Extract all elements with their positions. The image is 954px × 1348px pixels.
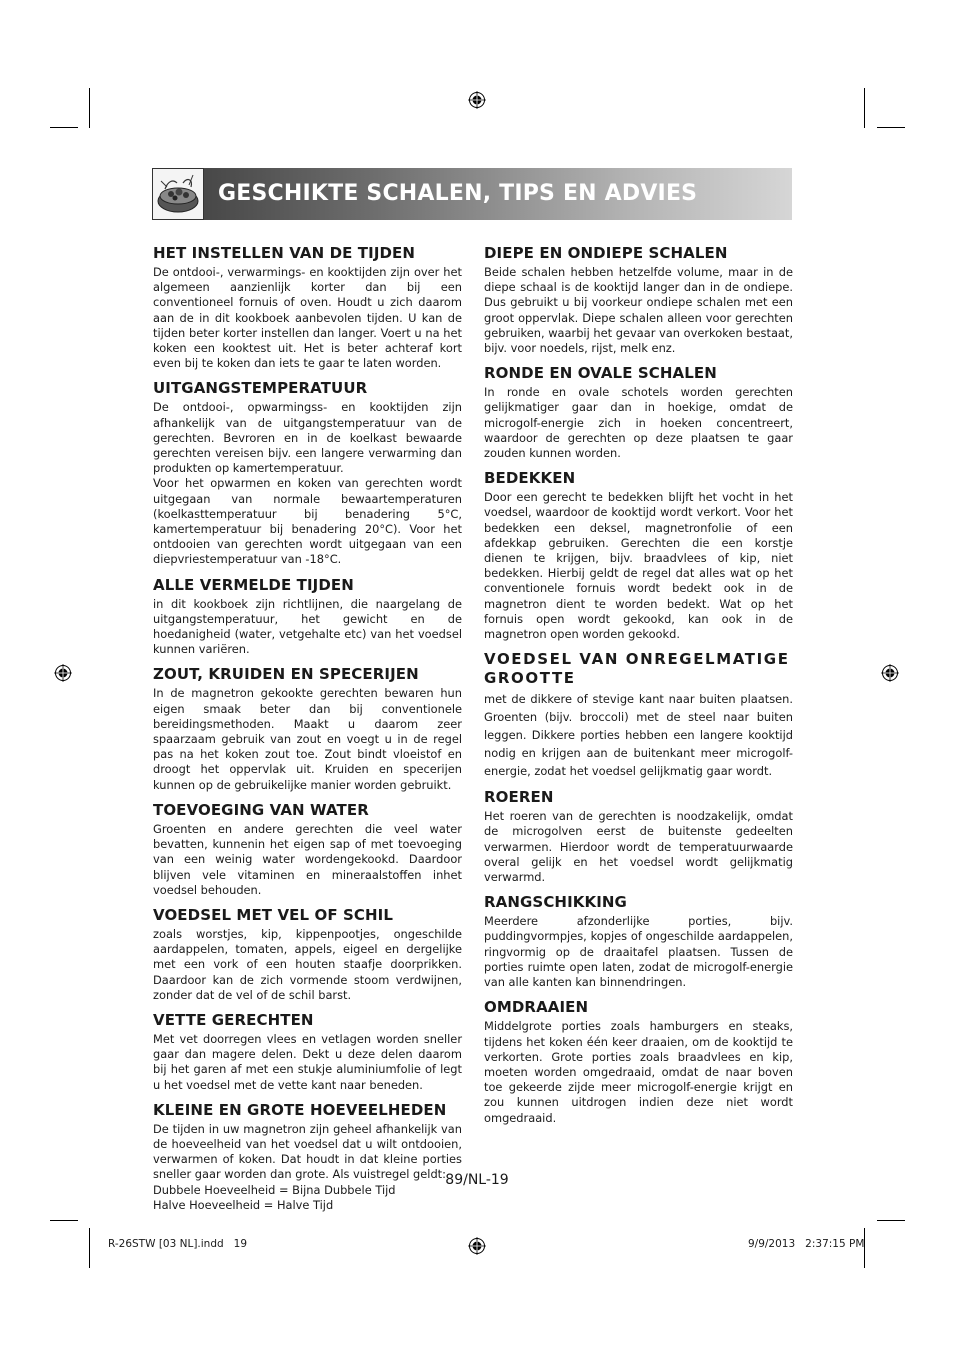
- section: [153, 576, 462, 658]
- section: [484, 469, 793, 642]
- section: [153, 1101, 462, 1213]
- section-heading: OMDRAAIEN: [484, 998, 589, 1017]
- registration-mark-icon: [468, 1237, 486, 1255]
- footer-file-info: R-26STW [03 NL].indd 19: [108, 1238, 248, 1250]
- section-heading: ZOUT, KRUIDEN EN SPECERIJEN: [153, 665, 419, 684]
- rule-line: Halve Hoeveelheid = Halve Tijd: [153, 1197, 334, 1212]
- crop-mark: [877, 1220, 905, 1221]
- registration-mark-icon: [468, 91, 486, 109]
- page-number: 89/NL-19: [445, 1172, 509, 1188]
- crop-mark: [50, 1220, 78, 1221]
- food-bowl-icon: [152, 168, 204, 220]
- left-column: [153, 244, 462, 1221]
- section-body: De tijden in uw magnetron zijn geheel afhankelijk van de hoeveelheid van het voedsel dat u wilt ontdooien, verwarmen of koken. Dat houdt in dat kleine porties sneller gaar worden dan grote. Als vuistregel geldt:: [153, 1121, 462, 1182]
- section-body: De ontdooi-, opwarmingss- en kooktijden zijn afhankelijk van de uitgangstemperatuur van de gerechten. Bevroren en in de koelkast bewaarde gerechten vereisen bijv. een langere verwarming dan produkten op kamertemperatuur.: [153, 400, 462, 476]
- registration-mark-icon: [54, 664, 72, 682]
- section-heading: VOEDSEL MET VEL OF SCHIL: [153, 905, 394, 924]
- section: [153, 906, 462, 1003]
- section-heading: KLEINE EN GROTE HOEVEELHEDEN: [153, 1100, 447, 1119]
- section-body: De ontdooi-, verwarmings- en kooktijden zijn over het algemeen aanzienlijk korter dan bij een conventioneel fornuis of oven. Houdt u zich daarom aan de in dit kookboek aanbevolen tijden. U kan de tijden beter korter instellen dan langer. Voert u na het koken een kooktest uit. Het is beter achteraf kort even bij te koken dan iets te gaar te laten worden.: [153, 265, 462, 371]
- section-heading: RONDE EN OVALE SCHALEN: [484, 364, 717, 383]
- section: [484, 244, 793, 356]
- section: [484, 893, 793, 990]
- registration-mark-icon: [881, 664, 899, 682]
- crop-mark: [89, 1228, 90, 1268]
- section-heading: DIEPE EN ONDIEPE SCHALEN: [484, 244, 728, 262]
- section-body: Door een gerecht te bedekken blijft het vocht in het voedsel, waardoor de kooktijd wordt verkort. Voor het bedekken een deksel, magnetronfolie of een afdekkap gebruiken. Gerechten die een korstje dienen te krijgen, bijv. braadvlees of kip, niet bedekken. Hierbij geldt de regel dat alles wat op het conventionele fornuis wordt bedekt ook in de magnetron dient te worden bedekt. Wat op het fornuis open wordt gekookd, kan ook in de magnetron open worden gekookd.: [484, 490, 793, 642]
- section-heading: ALLE VERMELDE TIJDEN: [153, 575, 354, 594]
- footer-timestamp: 9/9/2013 2:37:15 PM: [748, 1238, 865, 1250]
- section-body: Beide schalen hebben hetzelfde volume, maar in de diepe schaal is de kooktijd langer dan in de ondiepe. Dus gebruikt u bij voorkeur ondiepe schalen met een groot oppervlak. Diepe schalen alleen voor gerechten gebruiken, waarbij het gevaar van overkoken bestaat, bijv. voor noedels, rijst, melk enz.: [484, 265, 793, 356]
- section-body: Meerdere afzonderlijke porties, bijv. puddingvormpjes, kopjes of ongeschilde aardappelen, ringvormig op de draaitafel plaatsen. Tussen de porties ruimte open laten, zodat de microgolf-energie van alle kanten kan binnendringen.: [484, 914, 793, 990]
- section-body: Met vet doorregen vlees en vetlagen worden sneller gaar dan magere delen. Dekt u deze delen daarom bij het garen af met een stukje aluminiumfolie of legt u het voedsel met de vette kant naar beneden.: [153, 1031, 462, 1092]
- crop-mark: [89, 88, 90, 128]
- section-heading: BEDEKKEN: [484, 469, 576, 488]
- section-body: Groenten en andere gerechten die veel water bevatten, kunnenin het eigen sap of met toevoeging van een weinig water wordengekookd. Daardoor blijven vele vitaminen en mineraalstoffen inhet voedsel behouden.: [153, 821, 462, 897]
- section-body: Het roeren van de gerechten is noodzakelijk, omdat de microgolven eerst de buitenste gedeelten verwarmen. Hierdoor wordt de temperatuurwaarde overal gelijk en het voedsel wordt gelijkmatig verwarmd.: [484, 809, 793, 885]
- page-title: GESCHIKTE SCHALEN, TIPS EN ADVIES: [218, 181, 698, 206]
- section-body: zoals worstjes, kip, kippenpootjes, ongeschilde aardappelen, tomaten, appels, eigeel en dergelijke met een vork of een houten staafje doorprikken. Daardoor kan de zich vormende stoom verdwijnen, zonder dat de vel of de schil barst.: [153, 926, 462, 1002]
- section-heading: VETTE GERECHTEN: [153, 1010, 314, 1029]
- rule-line: Dubbele Hoeveelheid = Bijna Dubbele Tijd: [153, 1182, 396, 1197]
- crop-mark: [877, 127, 905, 128]
- section-body: In ronde en ovale schotels worden gerechten gelijkmatiger gaar dan in hoekige, omdat de microgolf-energie zich in hoeken concentreert, waardoor de gerechten op deze plaatsen te gaar zouden kunnen worden.: [484, 385, 793, 461]
- section: [484, 788, 793, 885]
- section-heading: ROEREN: [484, 788, 554, 807]
- section-heading: UITGANGSTEMPERATUUR: [153, 379, 368, 398]
- section-heading: VOEDSEL VAN ONREGELMATIGE GROOTTE: [484, 650, 790, 688]
- section: [484, 998, 793, 1125]
- section-banner: [152, 168, 792, 220]
- section: [153, 244, 462, 371]
- section: [153, 1011, 462, 1093]
- right-column: [484, 244, 793, 1134]
- section-heading: HET INSTELLEN VAN DE TIJDEN: [153, 244, 416, 262]
- section: [153, 665, 462, 792]
- section: [484, 650, 793, 780]
- section-heading: TOEVOEGING VAN WATER: [153, 800, 369, 819]
- crop-mark: [50, 127, 78, 128]
- section-body: Voor het opwarmen en koken van gerechten wordt uitgegaan van normale bewaartemperaturen (koelkasttemperatuur bij benadering 5°C, kamertemperatuur bij benadering 20°C). Voor het ontdooien van gerechten wordt uitgegaan van een diepvriestemperatuur van -18°C.: [153, 476, 462, 567]
- section: [153, 379, 462, 567]
- section: [484, 364, 793, 461]
- crop-mark: [864, 88, 865, 128]
- section-body: Middelgrote porties zoals hamburgers en steaks, tijdens het koken één keer draaien, om de kooktijd te verkorten. Grote porties zoals braadvlees en kip, moeten worden omgedraaid, omdat de naar boven toe gekeerde zijde meer microgolf-energie krijgt en zou kunnen uitdrogen indien deze niet wordt omgedraaid.: [484, 1019, 793, 1125]
- section-body: in dit kookboek zijn richtlijnen, die naargelang de uitgangstemperatuur, het gewicht en de hoedanigheid (water, vetgehalte etc) van het voedsel kunnen variëren.: [153, 596, 462, 657]
- section-body: In de magnetron gekookte gerechten bewaren hun eigen smaak beter dan bij conventionele bereidingsmethoden. Maakt u daarom zeer spaarzaam gebruik van zout en voegt u in de regel pas na het koken zout toe. Zout bindt vloeistof en droogt het oppervlak uit. Kruiden en specerijen kunnen op de gebruikelijke manier worden gebruikt.: [153, 686, 462, 792]
- section-heading: RANGSCHIKKING: [484, 893, 627, 912]
- section: [153, 801, 462, 898]
- section-body: met de dikkere of stevige kant naar buiten plaatsen. Groenten (bijv. broccoli) met de steel naar buiten leggen. Dikkere porties hebben een langere kooktijd nodig en krijgen aan de buitenkant meer microgolf-energie, zodat het voedsel gelijkmatig gaar wordt.: [484, 692, 793, 779]
